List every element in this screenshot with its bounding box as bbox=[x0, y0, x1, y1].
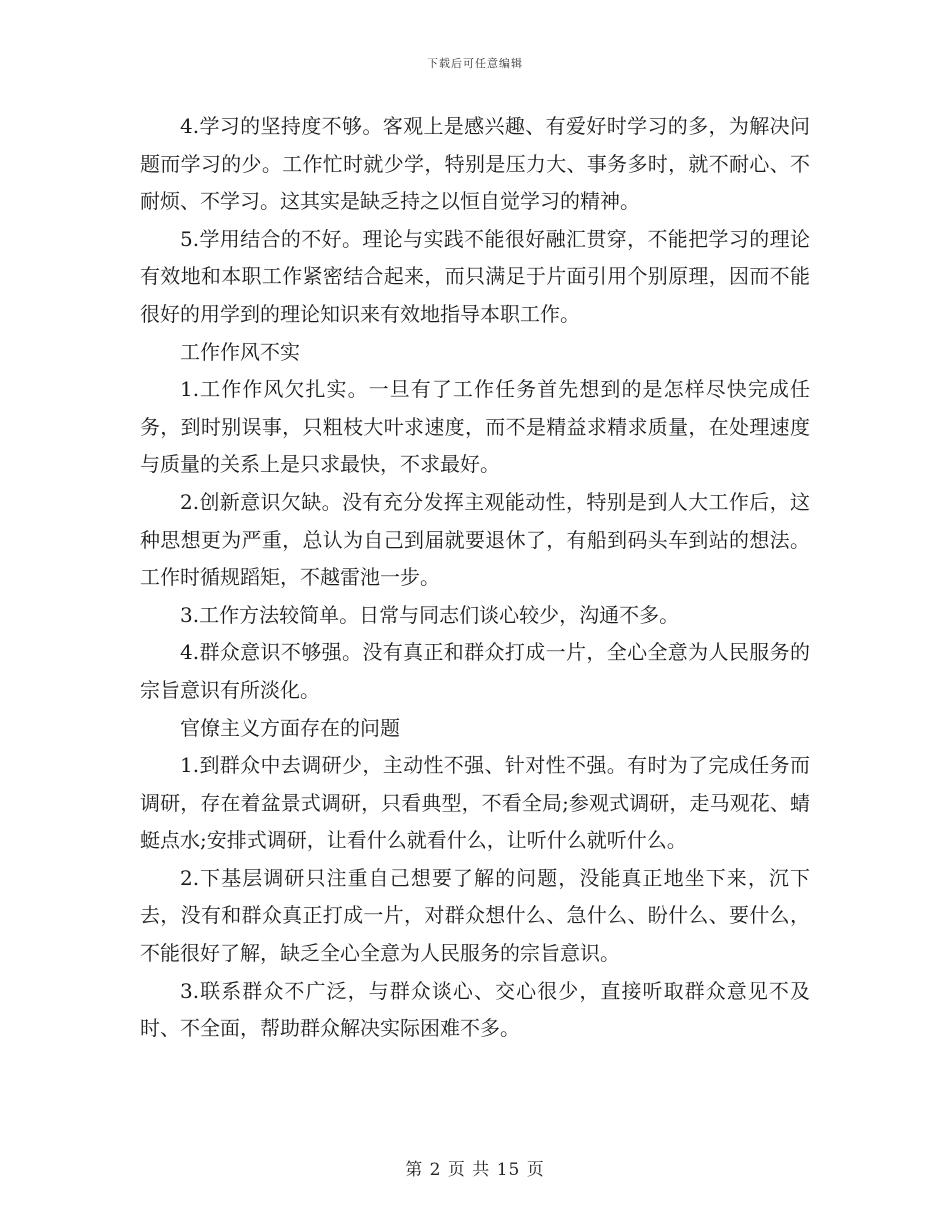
paragraph-mass-awareness: 4.群众意识不够强。没有真正和群众打成一片，全心全意为人民服务的宗旨意识有所淡化。 bbox=[140, 640, 810, 702]
paragraph-research-less: 1.到群众中去调研少，主动性不强、针对性不强。有时为了完成任务而调研，存在着盆景式调研，只看典型，不看全局;参观式调研，走马观花、蜻蜓点水;安排式调研，让看什么就看什么，让听什么就听什么。 bbox=[140, 753, 810, 853]
paragraph-theory-practice: 5.学用结合的不好。理论与实践不能很好融汇贯穿，不能把学习的理论有效地和本职工作紧密结合起来，而只满足于片面引用个别原理，因而不能很好的用学到的理论知识来有效地指导本职工作。 bbox=[140, 226, 810, 326]
page-number-footer: 第 2 页 共 15 页 bbox=[405, 1160, 545, 1180]
paragraph-grassroots-research: 2.下基层调研只注重自己想要了解的问题，没能真正地坐下来，沉下去，没有和群众真正打成一片，对群众想什么、急什么、盼什么、要什么，不能很好了解，缺乏全心全意为人民服务的宗旨意识。 bbox=[140, 865, 810, 966]
paragraph-contact-masses: 3.联系群众不广泛，与群众谈心、交心很少，直接听取群众意见不及时、不全面，帮助群众解决实际困难不多。 bbox=[140, 978, 810, 1041]
page-header: 下载后可任意编辑 bbox=[427, 57, 523, 70]
section-heading-work-style: 工作作风不实 bbox=[180, 339, 300, 364]
paragraph-innovation: 2.创新意识欠缺。没有充分发挥主观能动性，特别是到人大工作后，这种思想更为严重，总认为自己到届就要退休了，有船到码头车到站的想法。工作时循规蹈矩，不越雷池一步。 bbox=[140, 489, 810, 590]
paragraph-work-method: 3.工作方法较简单。日常与同志们谈心较少，沟通不多。 bbox=[180, 602, 680, 627]
document-body bbox=[140, 108, 810, 1048]
section-heading-bureaucracy: 官僚主义方面存在的问题 bbox=[180, 715, 400, 740]
paragraph-study-persistence: 4.学习的坚持度不够。客观上是感兴趣、有爱好时学习的多，为解决问题而学习的少。工作忙时就少学，特别是压力大、事务多时，就不耐心、不耐烦、不学习。这其实是缺乏持之以恒自觉学习的精神。 bbox=[140, 114, 810, 214]
paragraph-work-style-solid: 1.工作作风欠扎实。一旦有了工作任务首先想到的是怎样尽快完成任务，到时别误事，只粗枝大叶求速度，而不是精益求精求质量，在处理速度与质量的关系上是只求最快，不求最好。 bbox=[140, 377, 810, 477]
